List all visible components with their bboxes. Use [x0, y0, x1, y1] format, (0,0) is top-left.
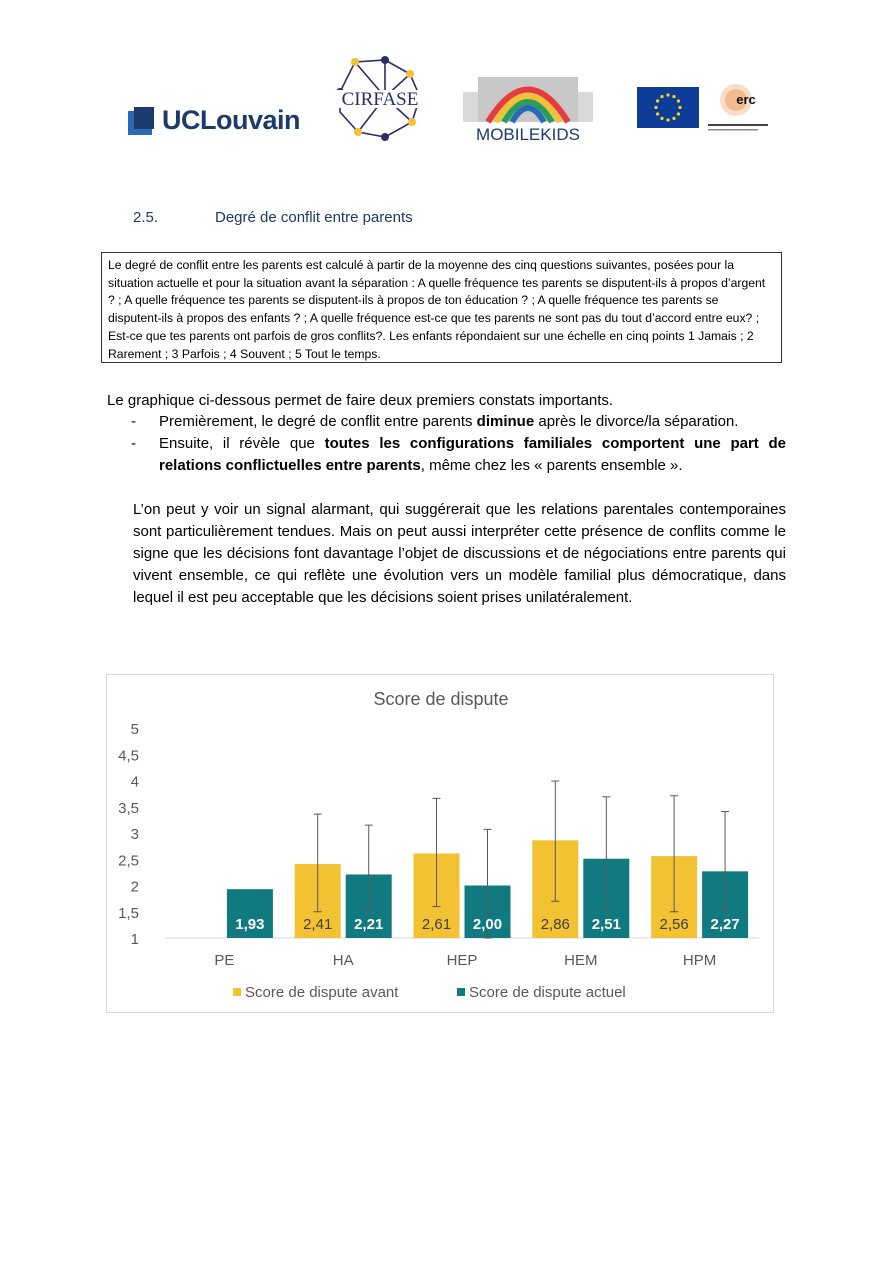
y-tick-label: 5: [130, 721, 139, 738]
list-item: [131, 411, 786, 433]
y-tick-label: 1: [130, 931, 139, 948]
eu-flag-icon: [637, 87, 699, 128]
bullet-bold-text: diminue: [476, 413, 535, 430]
legend-label: Score de dispute actuel: [469, 984, 626, 1001]
y-tick-label: 2: [130, 878, 139, 896]
bullet-dash: -: [131, 435, 136, 452]
data-label: 2,51: [591, 916, 621, 933]
data-label: 2,27: [710, 916, 740, 933]
uclouvain-logo-text: UCLouvain: [162, 105, 301, 135]
list-item: [131, 433, 786, 477]
x-tick-label: HEM: [564, 952, 598, 969]
y-tick-label: 1,5: [118, 904, 139, 922]
legend-swatch: [233, 988, 241, 996]
data-label: 2,41: [303, 916, 333, 933]
x-tick-label: PE: [214, 952, 235, 969]
methodology-box: [101, 252, 782, 363]
data-label: 2,00: [472, 916, 503, 933]
chart-title: Score de dispute: [373, 689, 509, 709]
x-tick-label: HPM: [682, 952, 717, 969]
bullet-text: après le divorce/la séparation.: [534, 413, 739, 430]
erc-logo: [706, 80, 776, 140]
y-tick-label: 3,5: [118, 799, 139, 817]
uclouvain-logo: [128, 105, 300, 136]
dispute-score-chart: [106, 674, 774, 1013]
y-tick-label: 4,5: [118, 747, 139, 765]
legend-label: Score de dispute avant: [245, 984, 399, 1001]
data-label: 2,86: [540, 916, 570, 933]
mobilekids-logo-text: MOBILEKIDS: [476, 125, 580, 144]
legend-swatch: [457, 988, 465, 996]
bullet-text: Premièrement, le degré de conflit entre parents: [159, 413, 477, 430]
uclouvain-mark-icon: [128, 107, 156, 135]
section-title: Degré de conflit entre parents: [215, 209, 413, 226]
methodology-text: Le degré de conflit entre les parents est calculé à partir de la moyenne des cinq questions suivantes, posées pour la situation actuelle et pour la situation avant la séparation : A quelle fréquence tes parents se disputent-ils à propos d’argent ? ; A quelle fréquence tes parents se disputent-ils à propos de ton éducation ? ; A quelle fréquence tes parents se disputent-ils à propos des enfants ? ; A quelle fréquence est-ce que tes parents ne sont pas du tout d’accord entre eux? ; Est-ce que tes parents ont parfois de gros conflits?. Les enfants répondaient sur une échelle en cinq points 1 Jamais ; 2 Rarement ; 3 Parfois ; 4 Souvent ; 5 Tout le temps.: [108, 258, 766, 361]
findings-list: [131, 411, 786, 477]
chart-canvas: [107, 675, 775, 1014]
data-label: 2,56: [659, 916, 689, 933]
bullet-bold-text: toutes les configurations familiales comportent une part de relations conflictuelles entre parents: [159, 435, 786, 474]
data-label: 2,21: [354, 916, 384, 933]
y-tick-label: 4: [130, 773, 139, 791]
mobilekids-logo: [458, 52, 598, 147]
intro-paragraph: Le graphique ci-dessous permet de faire deux premiers constats importants.: [107, 392, 614, 409]
data-label: 1,93: [235, 916, 265, 933]
bullet-text: , même chez les « parents ensemble ».: [420, 457, 683, 474]
x-tick-label: HEP: [446, 952, 478, 969]
section-heading: [133, 209, 413, 226]
cirfase-logo-text: CIRFASE: [341, 89, 419, 110]
data-label: 2,61: [421, 916, 452, 933]
body-paragraph: L’on peut y voir un signal alarmant, qui suggérerait que les relations parentales contemporaines sont particulièrement tendues. Mais on peut aussi interpréter cette présence de conflits comme le signe que les décisions font davantage l’objet de discussions et de négociations entre parents qui vivent ensemble, ce qui reflète une évolution vers un modèle familial plus démocratique, dans lequel il est peu acceptable que les décisions soient prises unilatéralement.: [133, 501, 786, 606]
section-number: 2.5.: [133, 209, 159, 226]
bullet-text: Ensuite, il révèle que: [159, 435, 325, 452]
y-tick-label: 3: [130, 826, 139, 843]
erc-logo-text: erc: [736, 92, 756, 107]
cirfase-logo: [330, 52, 430, 147]
y-tick-label: 2,5: [118, 852, 139, 870]
bullet-dash: -: [131, 413, 136, 430]
x-tick-label: HA: [332, 952, 354, 969]
